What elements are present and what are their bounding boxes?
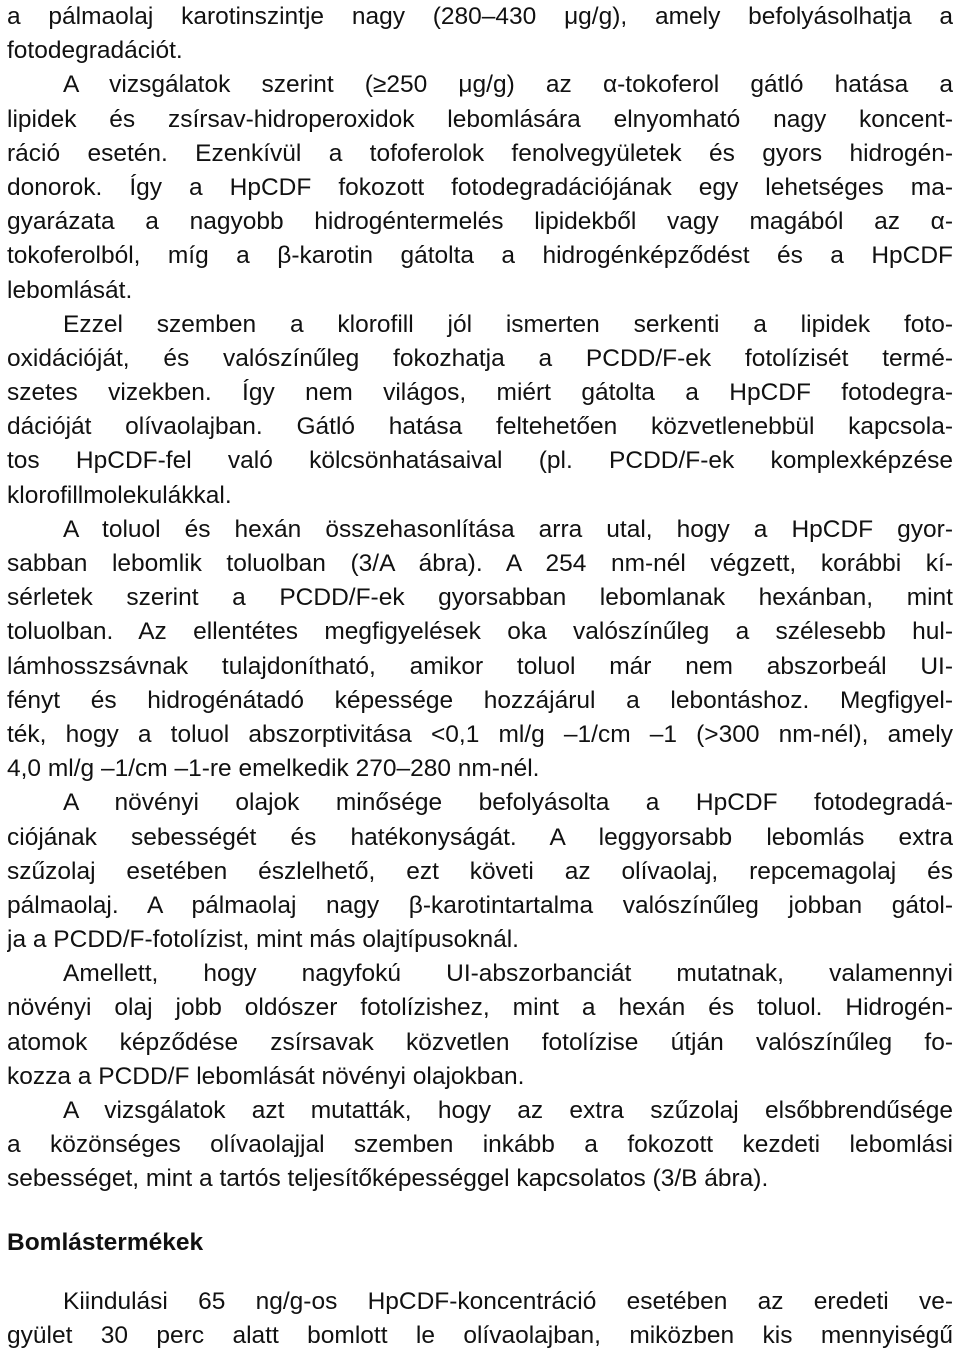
text-line: növényi olaj jobb oldószer fotolízishez, mint a hexán és toluol. Hidrogén-: [7, 994, 953, 1022]
text-line: oxidációját, és valószínűleg fokozhatja a PCDD/F-ek fotolízisét termé-: [7, 344, 953, 372]
text-line: lipidek és zsírsav-hidroperoxidok lebomlására elnyomható nagy koncent-: [7, 105, 953, 133]
text-line: szűzolaj esetében észlelhető, ezt követi az olívaolaj, repcemagolaj és: [7, 857, 953, 885]
text-line: donorok. Így a HpCDF fokozott fotodegradációjának egy lehetséges ma-: [7, 173, 953, 201]
text-line: A toluol és hexán összehasonlítása arra utal, hogy a HpCDF gyor-: [63, 515, 953, 543]
text-line: Ezzel szemben a klorofill jól ismerten serkenti a lipidek foto-: [63, 310, 953, 338]
text-line: sebességet, mint a tartós teljesítőképességgel kapcsolatos (3/B ábra).: [7, 1165, 769, 1193]
text-line: tokoferolból, míg a β-karotin gátolta a hidrogénképződést és a HpCDF: [7, 242, 953, 270]
text-line: gyület 30 perc alatt bomlott le olívaolajban, miközben kis mennyiségű: [7, 1322, 953, 1350]
text-line: a közönséges olívaolajjal szemben inkább a fokozott kezdeti lebomlási: [7, 1131, 953, 1159]
text-line: pálmaolaj. A pálmaolaj nagy β-karotintartalma valószínűleg jobban gátol-: [7, 891, 953, 919]
text-line: dációját olívaolajban. Gátló hatása feltehetően közvetlenebbül kapcsola-: [7, 413, 953, 441]
text-line: a pálmaolaj karotinszintje nagy (280–430 μg/g), amely befolyásolhatja a: [7, 3, 953, 30]
text-line: A vizsgálatok azt mutatták, hogy az extra szűzolaj elsőbbrendűsége: [63, 1097, 953, 1124]
text-line: A növényi olajok minősége befolyásolta a HpCDF fotodegradá-: [63, 789, 953, 817]
text-line: Kiindulási 65 ng/g-os HpCDF-koncentráció esetében az eredeti ve-: [63, 1288, 953, 1315]
text-line: fotodegradációt.: [7, 37, 183, 65]
text-line: sérletek szerint a PCDD/F-ek gyorsabban lebomlanak hexánban, mint: [7, 584, 953, 612]
body-text: [7, 0, 953, 1197]
text-line: A vizsgálatok szerint (≥250 μg/g) az α-tokoferol gátló hatása a: [63, 71, 953, 99]
text-line: 4,0 ml/g –1/cm –1-re emelkedik 270–280 nm-nél.: [7, 755, 540, 783]
text-line: lebomlását.: [7, 276, 133, 304]
text-line: sabban lebomlik toluolban (3/A ábra). A 254 nm-nél végzett, korábbi kí-: [7, 550, 953, 577]
text-line: szetes vizekben. Így nem világos, miért gátolta a HpCDF fotodegra-: [7, 379, 953, 407]
text-line: tos HpCDF-fel való kölcsönhatásaival (pl. PCDD/F-ek komplexképzése: [7, 447, 953, 475]
text-line: ráció esetén. Ezenkívül a tofoferolok fenolvegyületek és gyors hidrogén-: [7, 139, 953, 167]
text-line: gyarázata a nagyobb hidrogéntermelés lipidekből vagy magából az α-: [7, 208, 953, 236]
text-line: atomok képződése zsírsavak közvetlen fotolízise útján valószínűleg fo-: [7, 1028, 953, 1056]
text-line: ciójának sebességét és hatékonyságát. A leggyorsabb lebomlás extra: [7, 823, 953, 851]
text-line: kozza a PCDD/F lebomlását növényi olajokban.: [7, 1062, 525, 1090]
text-line: ték, hogy a toluol abszorptivitása <0,1 ml/g –1/cm –1 (>300 nm-nél), amely: [7, 720, 953, 748]
text-line: Amellett, hogy nagyfokú UI-abszorbanciát mutatnak, valamennyi: [63, 960, 953, 988]
text-line: toluolban. Az ellentétes megfigyelések oka valószínűleg a szélesebb hul-: [7, 618, 953, 646]
text-line: lámhosszsávnak tulajdonítható, amikor toluol már nem abszorbeál UI-: [7, 652, 953, 680]
text-line: fényt és hidrogénátadó képessége hozzájárul a lebontáshoz. Megfigyel-: [7, 686, 953, 714]
text-line: ja a PCDD/F-fotolízist, mint más olajtípusoknál.: [7, 926, 519, 954]
section-body: [7, 1285, 953, 1353]
text-line: klorofillmolekulákkal.: [7, 481, 232, 509]
section-heading: Bomlástermékek: [7, 1229, 204, 1256]
